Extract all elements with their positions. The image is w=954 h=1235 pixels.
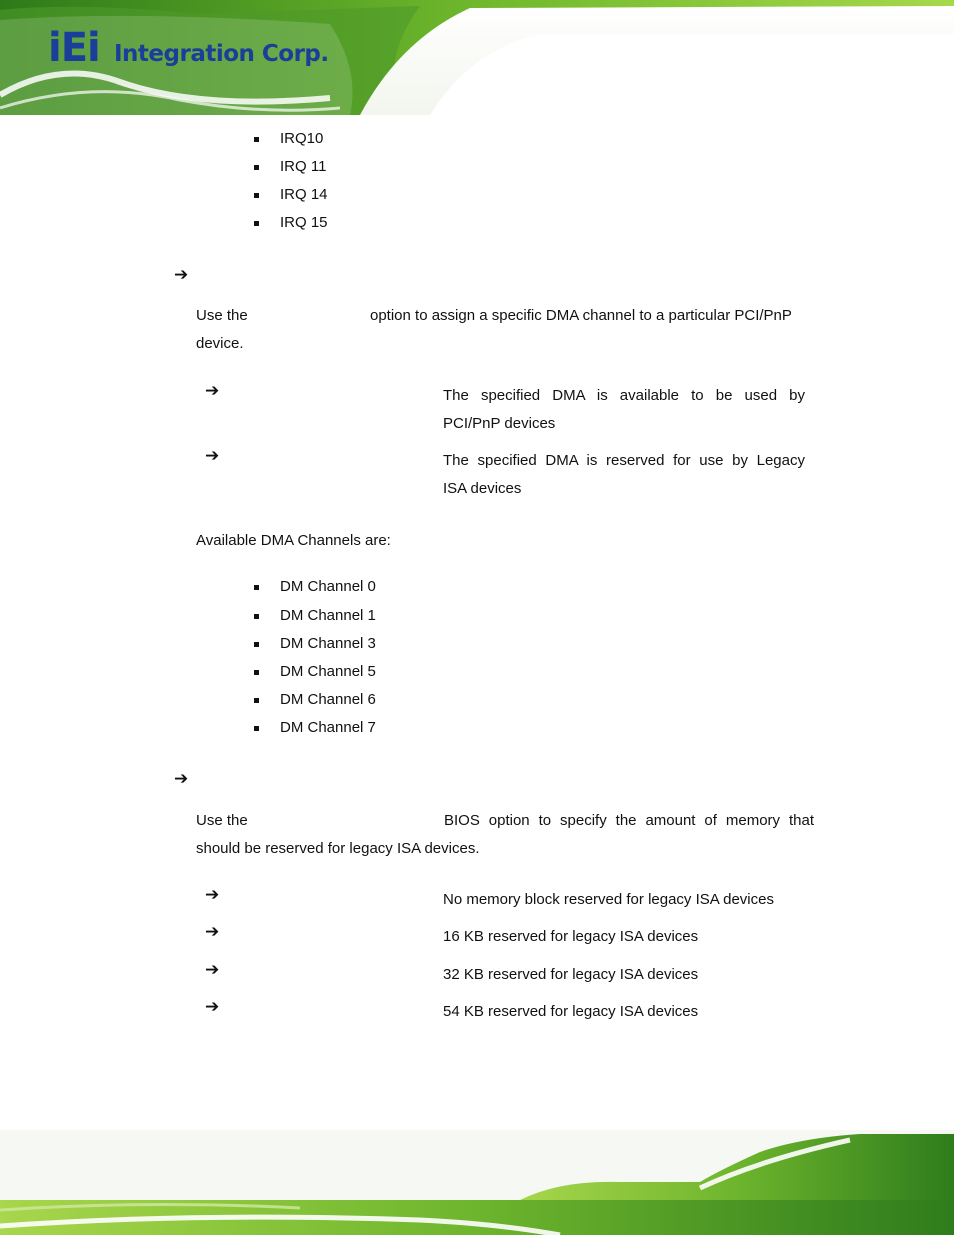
bullet-marker — [254, 614, 259, 619]
list-item: IRQ10 — [280, 130, 324, 147]
logo-text: Integration Corp. — [114, 41, 329, 67]
list-item: DM Channel 5 — [280, 663, 376, 680]
memory-option-description: 16 KB reserved for legacy ISA devices — [443, 928, 699, 945]
section-arrow-icon: ➔ — [174, 769, 189, 789]
memory-intro-text: BIOS option to specify the amount of memory that — [444, 812, 814, 829]
option-arrow-icon: ➔ — [205, 960, 220, 980]
list-item: IRQ 15 — [280, 214, 328, 231]
memory-option-description: 32 KB reserved for legacy ISA devices — [443, 966, 699, 983]
section-arrow-icon: ➔ — [174, 265, 189, 285]
bullet-marker — [254, 642, 259, 647]
dma-intro-line2: device. — [196, 335, 244, 352]
dma-option-description-cont: PCI/PnP devices — [443, 415, 556, 432]
list-item: DM Channel 0 — [280, 578, 376, 595]
bullet-marker — [254, 698, 259, 703]
dma-channels-heading: Available DMA Channels are: — [196, 532, 391, 549]
bullet-marker — [254, 137, 259, 142]
dma-intro-text: option to assign a specific DMA channel to a particular PCI/PnP — [370, 307, 792, 324]
list-item: DM Channel 1 — [280, 607, 376, 624]
option-arrow-icon: ➔ — [205, 446, 220, 466]
dma-intro-lead: Use the — [196, 307, 248, 324]
list-item: IRQ 14 — [280, 186, 328, 203]
list-item: IRQ 11 — [280, 158, 327, 175]
company-logo — [48, 26, 348, 76]
dma-option-description: The specified DMA is reserved for use by Legacy — [443, 452, 805, 469]
list-item: DM Channel 3 — [280, 635, 376, 652]
option-arrow-icon: ➔ — [205, 381, 220, 401]
bullet-marker — [254, 193, 259, 198]
memory-option-description: No memory block reserved for legacy ISA devices — [443, 891, 774, 908]
dma-option-description: The specified DMA is available to be used by — [443, 387, 805, 404]
memory-intro-lead: Use the — [196, 812, 248, 829]
bullet-marker — [254, 165, 259, 170]
logo-mark: iEi — [48, 25, 100, 71]
list-item: DM Channel 7 — [280, 719, 376, 736]
dma-option-description-cont: ISA devices — [443, 480, 522, 497]
option-arrow-icon: ➔ — [205, 997, 220, 1017]
bullet-marker — [254, 670, 259, 675]
option-arrow-icon: ➔ — [205, 885, 220, 905]
list-item: DM Channel 6 — [280, 691, 376, 708]
bullet-marker — [254, 221, 259, 226]
bullet-marker — [254, 726, 259, 731]
bullet-marker — [254, 585, 259, 590]
option-arrow-icon: ➔ — [205, 922, 220, 942]
footer-banner — [0, 1130, 954, 1235]
memory-option-description: 54 KB reserved for legacy ISA devices — [443, 1003, 699, 1020]
memory-intro-line2: should be reserved for legacy ISA devices. — [196, 840, 480, 857]
